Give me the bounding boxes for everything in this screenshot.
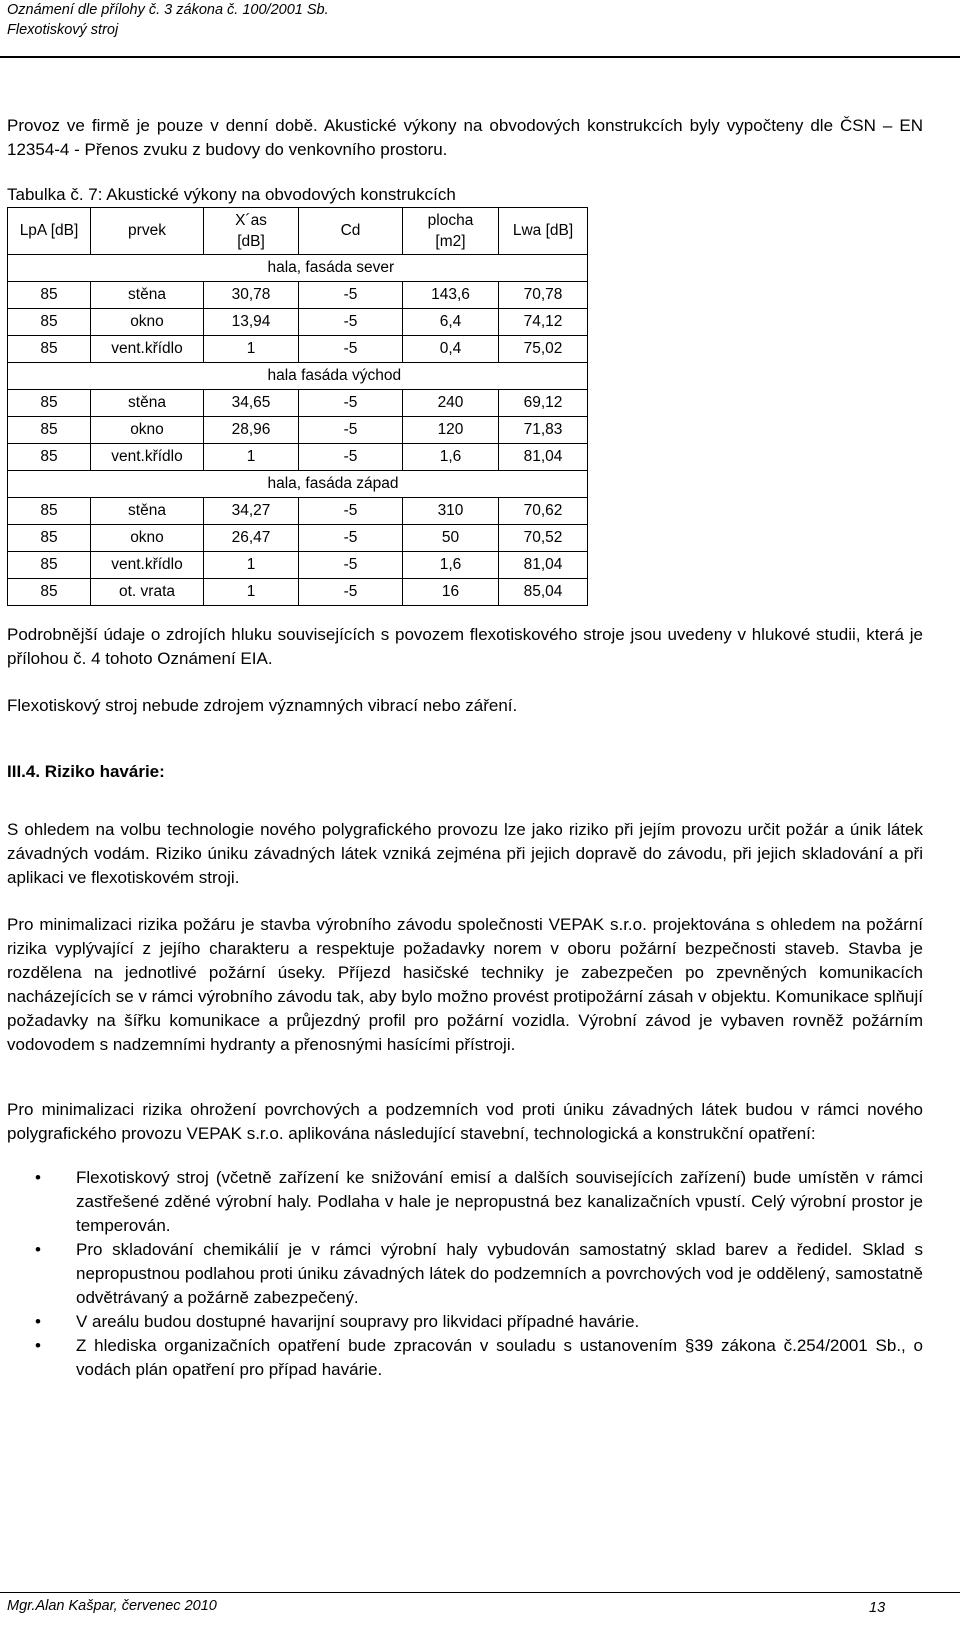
table-cell: 30,78 (204, 282, 299, 309)
table-cell: 85 (8, 282, 91, 309)
table-cell: -5 (299, 498, 403, 525)
risk-paragraph: S ohledem na volbu technologie nového polygrafického provozu lze jako riziko při jejím provozu určit požár a únik látek závadných vodám. Riziko úniku závadných látek vzniká zejména při jejich dopravě do závodu, při jejich skladování a při aplikaci ve flexotiskovém stroji. (7, 820, 923, 887)
table-section-row (8, 255, 588, 282)
table-section-row (8, 471, 588, 498)
list-item (7, 1166, 923, 1238)
table-cell: -5 (299, 336, 403, 363)
table-cell: -5 (299, 417, 403, 444)
table-cell: 71,83 (499, 417, 588, 444)
table-row (8, 525, 588, 552)
section-title: hala fasáda východ (204, 363, 588, 390)
header-subtitle: Flexotiskový stroj (7, 22, 119, 38)
list-item (7, 1334, 923, 1382)
section-blank-cell (8, 255, 204, 282)
section-title: hala, fasáda západ (204, 471, 588, 498)
water-paragraph: Pro minimalizaci rizika ohrožení povrchových a podzemních vod proti úniku závadných látek budou v rámci nového polygrafického provozu VEPAK s.r.o. aplikována následující stavební, technologická a konstrukční opatření: (7, 1100, 923, 1143)
table-cell: 1 (204, 579, 299, 606)
table-cell: 16 (403, 579, 499, 606)
section-title: hala, fasáda sever (204, 255, 588, 282)
table-cell: -5 (299, 552, 403, 579)
list-item (7, 1238, 923, 1310)
table-cell: vent.křídlo (91, 336, 204, 363)
table-row (8, 417, 588, 444)
measures-list (7, 1166, 923, 1382)
table-cell: ot. vrata (91, 579, 204, 606)
table-cell: 13,94 (204, 309, 299, 336)
col-header-cd: Cd (299, 208, 403, 255)
table-cell: 70,52 (499, 525, 588, 552)
table-cell: okno (91, 309, 204, 336)
table-cell: -5 (299, 444, 403, 471)
list-item-text: Flexotiskový stroj (včetně zařízení ke snižování emisí a dalších souvisejících zařízení) bude umístěn v rámci zastřešené zděné výrobní haly. Podlaha v hale je nepropustná bez kanalizačních vpustí. Celý výrobní prostor je temperován. (76, 1168, 923, 1235)
table-cell: 34,27 (204, 498, 299, 525)
acoustic-table (7, 207, 588, 606)
table-cell: 120 (403, 417, 499, 444)
section-blank-cell (8, 471, 204, 498)
col-header-plocha (403, 208, 499, 255)
table-row (8, 579, 588, 606)
table-cell: stěna (91, 390, 204, 417)
table-cell: 310 (403, 498, 499, 525)
table-cell: 50 (403, 525, 499, 552)
table-cell: 143,6 (403, 282, 499, 309)
table-cell: 26,47 (204, 525, 299, 552)
list-item (7, 1310, 923, 1334)
table-cell: okno (91, 417, 204, 444)
col-header-xas-unit: [dB] (237, 233, 265, 250)
table-cell: 85 (8, 552, 91, 579)
table-row (8, 498, 588, 525)
list-item-text: V areálu budou dostupné havarijní soupravy pro likvidaci případné havárie. (76, 1312, 640, 1331)
bullet-icon: • (35, 1168, 41, 1187)
table-row (8, 552, 588, 579)
section-blank-cell (8, 363, 204, 390)
table-cell: 85,04 (499, 579, 588, 606)
col-header-prvek: prvek (91, 208, 204, 255)
table-cell: 85 (8, 525, 91, 552)
col-header-lwa: Lwa [dB] (499, 208, 588, 255)
table-caption: Tabulka č. 7: Akustické výkony na obvodových konstrukcích (7, 185, 456, 204)
section-heading: III.4. Riziko havárie: (7, 762, 165, 781)
table-cell: 85 (8, 579, 91, 606)
vibration-paragraph: Flexotiskový stroj nebude zdrojem významných vibrací nebo záření. (7, 696, 518, 715)
list-item-text: Pro skladování chemikálií je v rámci výrobní haly vybudován samostatný sklad barev a ředidel. Sklad s nepropustnou podlahou proti úniku závadných látek do podzemních a povrchových vod je oddělený, samostatně odvětrávaný a požárně zabezpečený. (76, 1240, 923, 1307)
table-cell: 70,62 (499, 498, 588, 525)
table-cell: 6,4 (403, 309, 499, 336)
bullet-icon: • (35, 1240, 41, 1259)
header-divider (0, 56, 960, 58)
detail-paragraph: Podrobnější údaje o zdrojích hluku souvisejících s povozem flexotiskového stroje jsou uvedeny v hlukové studii, která je přílohou č. 4 tohoto Oznámení EIA. (7, 625, 923, 668)
footer-divider (0, 1592, 960, 1593)
table-cell: 81,04 (499, 552, 588, 579)
table-cell: 240 (403, 390, 499, 417)
table-cell: 1 (204, 444, 299, 471)
footer-author: Mgr.Alan Kašpar, červenec 2010 (7, 1598, 217, 1614)
table-row (8, 390, 588, 417)
col-header-plocha-label: plocha (427, 212, 474, 229)
page-number: 13 (869, 1600, 886, 1616)
table-cell: 1,6 (403, 444, 499, 471)
col-header-lpa: LpA [dB] (8, 208, 91, 255)
table-cell: 1 (204, 552, 299, 579)
table-cell: -5 (299, 579, 403, 606)
col-header-xas-label: X´as (235, 212, 267, 229)
table-cell: -5 (299, 525, 403, 552)
bullet-icon: • (35, 1336, 41, 1355)
list-item-text: Z hlediska organizačních opatření bude zpracován v souladu s ustanovením §39 zákona č.254/2001 Sb., o vodách plán opatření pro případ havárie. (76, 1336, 923, 1379)
col-header-xas (204, 208, 299, 255)
table-cell: vent.křídlo (91, 552, 204, 579)
table-header-row (8, 208, 588, 255)
table-cell: 34,65 (204, 390, 299, 417)
table-cell: 75,02 (499, 336, 588, 363)
header-title: Oznámení dle přílohy č. 3 zákona č. 100/2001 Sb. (7, 2, 329, 18)
table-cell: 85 (8, 498, 91, 525)
intro-paragraph: Provoz ve firmě je pouze v denní době. Akustické výkony na obvodových konstrukcích byly vypočteny dle ČSN – EN 12354-4 - Přenos zvuku z budovy do venkovního prostoru. (7, 116, 923, 159)
col-header-plocha-unit: [m2] (435, 233, 466, 250)
table-cell: 1 (204, 336, 299, 363)
table-cell: vent.křídlo (91, 444, 204, 471)
table-row (8, 309, 588, 336)
table-row (8, 444, 588, 471)
table-cell: stěna (91, 282, 204, 309)
table-cell: 1,6 (403, 552, 499, 579)
table-cell: 81,04 (499, 444, 588, 471)
table-cell: 85 (8, 444, 91, 471)
table-cell: 69,12 (499, 390, 588, 417)
bullet-icon: • (35, 1312, 41, 1331)
table-cell: okno (91, 525, 204, 552)
table-cell: 28,96 (204, 417, 299, 444)
table-cell: 70,78 (499, 282, 588, 309)
fire-paragraph: Pro minimalizaci rizika požáru je stavba výrobního závodu společnosti VEPAK s.r.o. projektována s ohledem na požární rizika vyplývající z jejího charakteru a respektuje požadavky norem v oboru požární bezpečnosti staveb. Stavba je rozdělena na jednotlivé požární úseky. Příjezd hasičské techniky je zabezpečen po zpevněných komunikacích nacházejících se v rámci výrobního závodu tak, aby bylo možno provést protipožární zásah v objektu. Komunikace splňují požadavky na šířku komunikace a průjezdný profil pro požární vozidla. Výrobní závod je vybaven rovněž požárním vodovodem s nadzemními hydranty a přenosnými hasícími přístroji. (7, 915, 923, 1054)
table-cell: -5 (299, 390, 403, 417)
table-cell: -5 (299, 282, 403, 309)
table-row (8, 282, 588, 309)
table-cell: 74,12 (499, 309, 588, 336)
table-cell: stěna (91, 498, 204, 525)
table-row (8, 336, 588, 363)
table-section-row (8, 363, 588, 390)
table-cell: 85 (8, 336, 91, 363)
table-cell: -5 (299, 309, 403, 336)
table-cell: 85 (8, 390, 91, 417)
table-cell: 85 (8, 417, 91, 444)
table-cell: 0,4 (403, 336, 499, 363)
table-cell: 85 (8, 309, 91, 336)
